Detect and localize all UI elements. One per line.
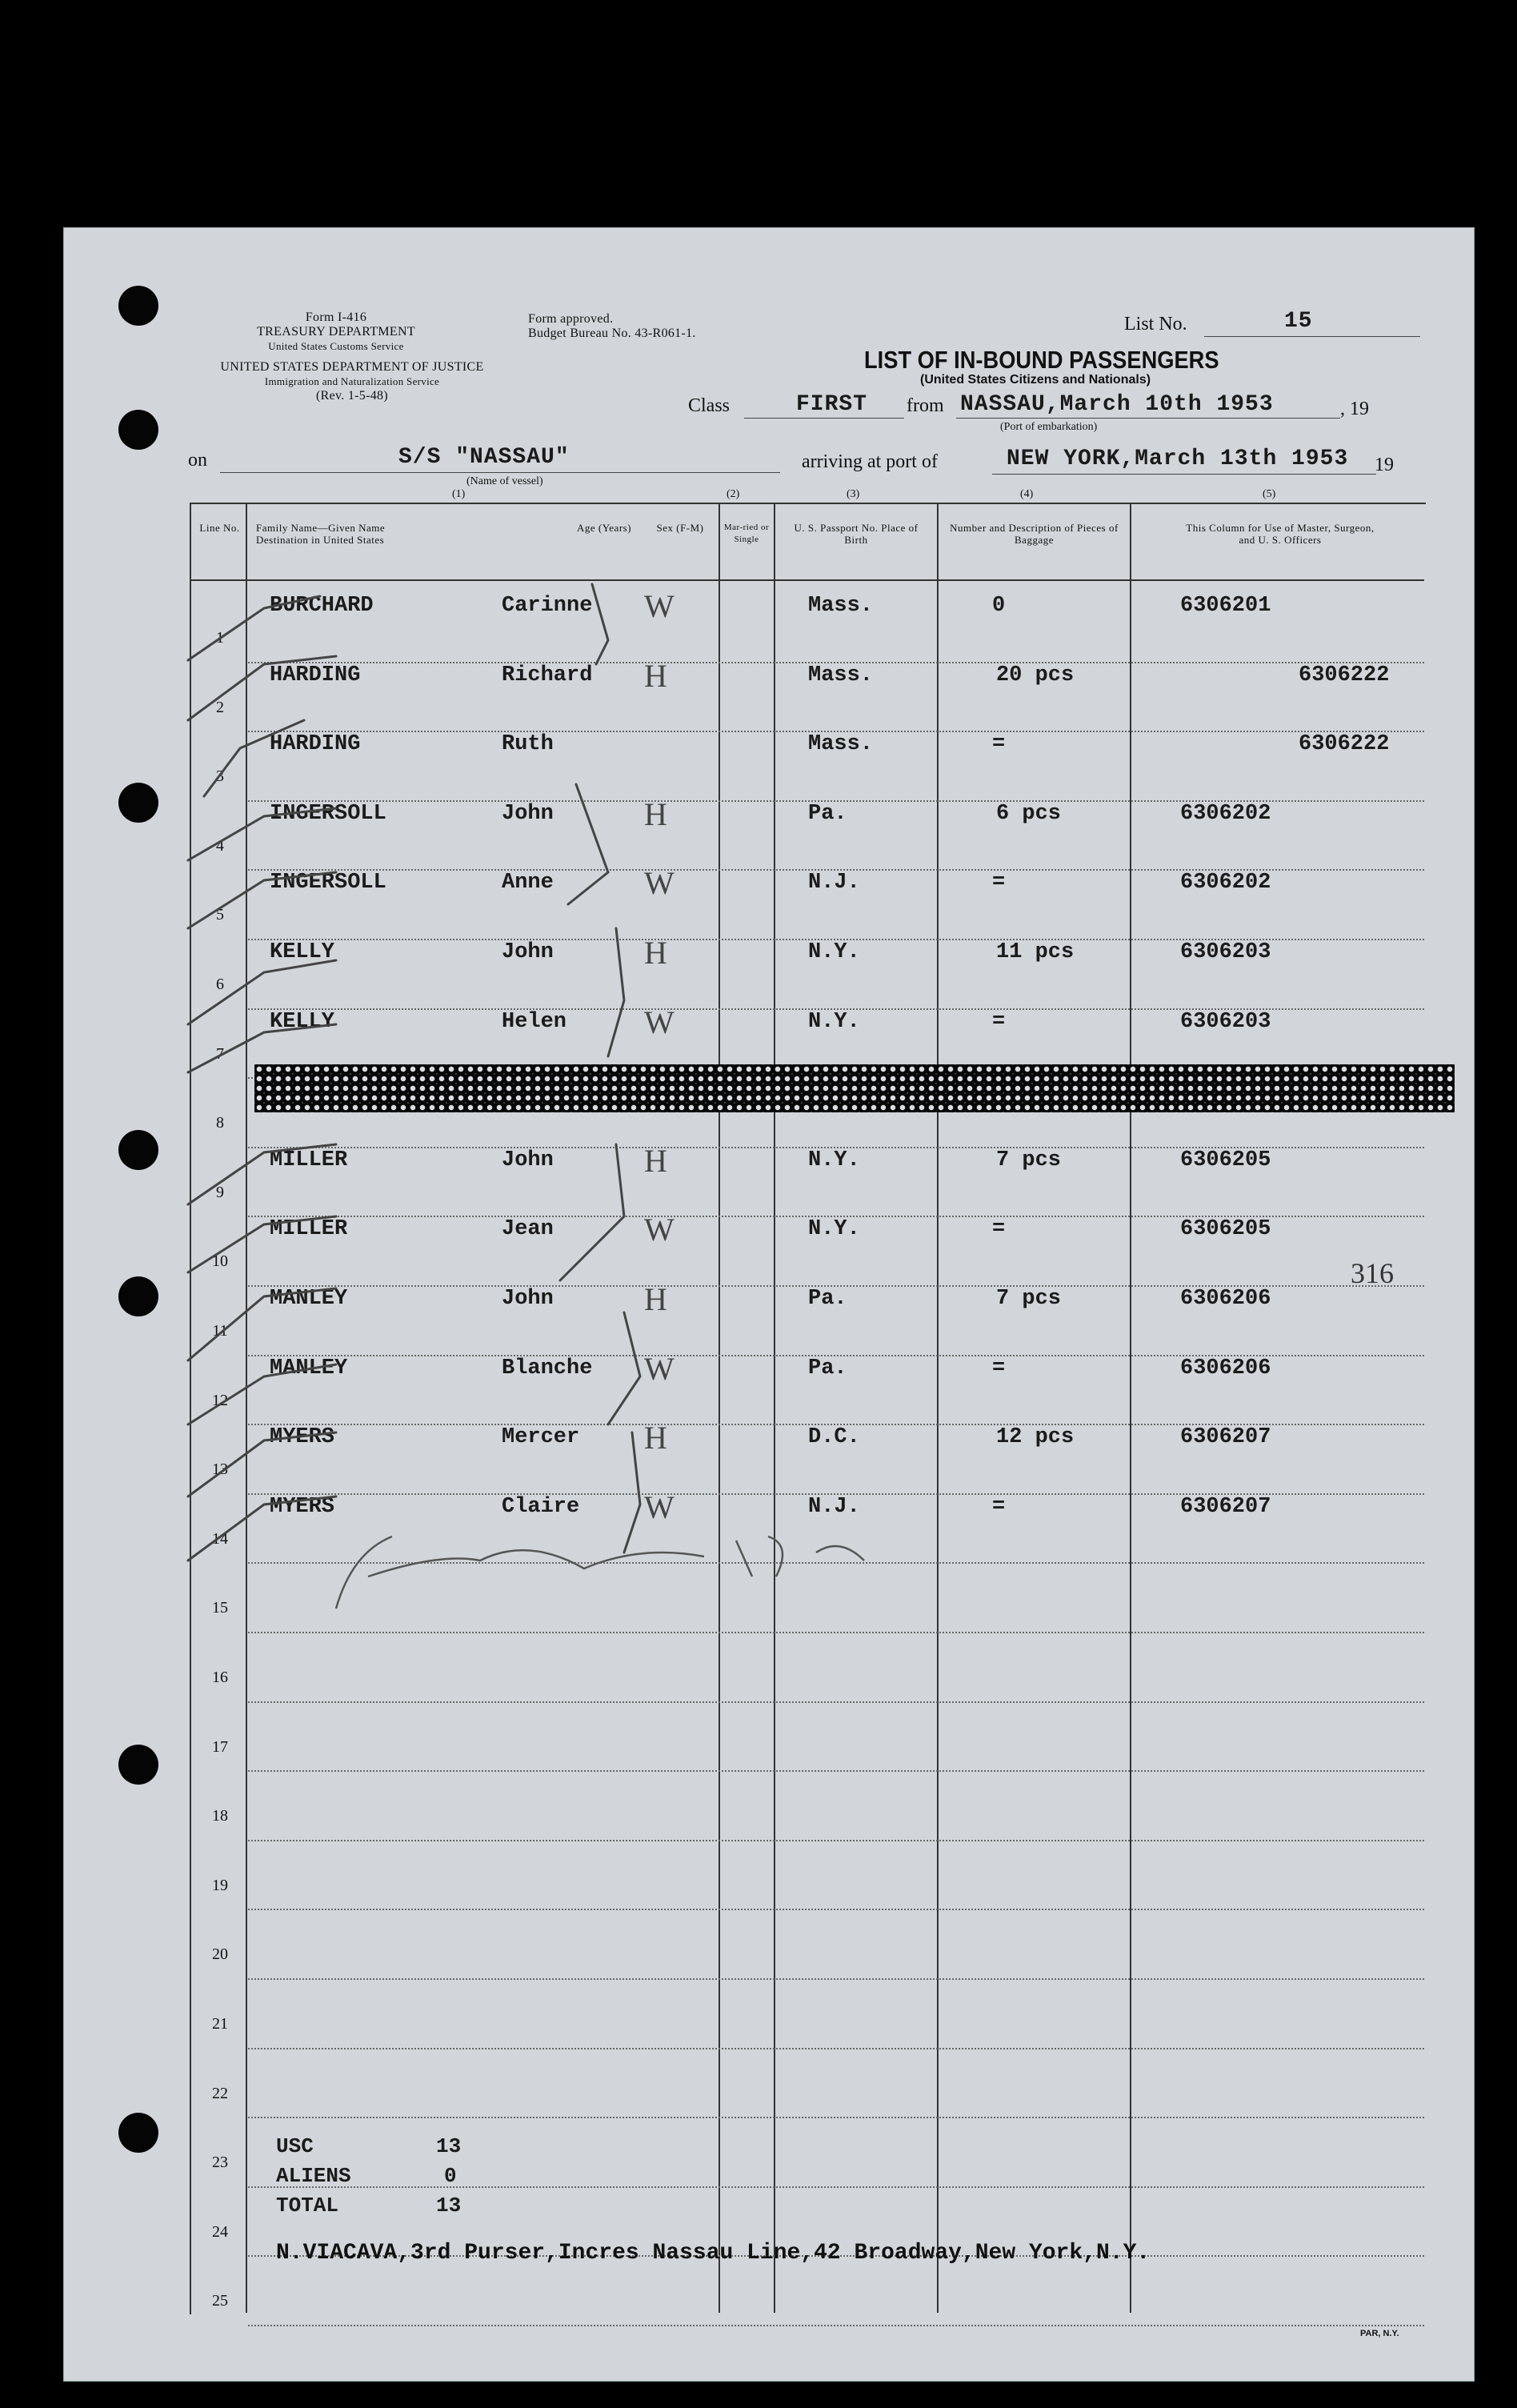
sex-mark: W — [644, 1212, 674, 1248]
col-num-3: (3) — [847, 488, 860, 500]
from-underline — [956, 418, 1340, 419]
form-number: Form I-416 — [305, 311, 367, 324]
vessel-name: S/S "NASSAU" — [398, 445, 570, 470]
baggage: = — [992, 1009, 1006, 1034]
given-name: Mercer — [502, 1425, 580, 1450]
col-header-sex: Sex (F-M) — [656, 522, 704, 534]
sex-mark: W — [644, 588, 674, 624]
sex-mark: H — [644, 795, 667, 832]
sex-mark: W — [644, 1350, 674, 1387]
officer-number: 6306205 — [1180, 1148, 1271, 1172]
col-divider — [246, 503, 247, 2313]
line-number: 20 — [212, 1945, 228, 1964]
sex-mark: H — [644, 1420, 667, 1456]
col-header-passport: U. S. Passport No. Place of Birth — [794, 522, 919, 546]
year-suffix: , 19 — [1340, 399, 1369, 419]
list-no-label: List No. — [1124, 314, 1187, 335]
form-title: LIST OF IN-BOUND PASSENGERS — [864, 346, 1219, 374]
given-name: John — [502, 801, 554, 826]
budget-bureau: Budget Bureau No. 43-R061-1. — [528, 327, 696, 340]
line-number: 24 — [212, 2222, 228, 2241]
given-name: Jean — [502, 1217, 554, 1242]
family-name: MILLER — [270, 1217, 348, 1242]
vessel-underline — [220, 472, 780, 473]
officer-number: 6306207 — [1180, 1494, 1271, 1519]
sex-mark: H — [644, 1142, 667, 1179]
line-number: 4 — [216, 836, 224, 855]
baggage: 6 pcs — [996, 801, 1062, 826]
place-of-birth: N.J. — [808, 1494, 860, 1519]
class-value: FIRST — [796, 392, 868, 417]
list-no-value: 15 — [1284, 309, 1313, 334]
arriving-label: arriving at port of — [802, 451, 938, 472]
officer-number: 6306206 — [1180, 1287, 1271, 1311]
officer-number: 6306202 — [1180, 871, 1271, 895]
arriving-underline — [992, 474, 1376, 475]
sex-mark: H — [644, 1281, 667, 1317]
vessel-name-label: (Name of vessel) — [466, 475, 543, 487]
line-number: 25 — [212, 2292, 228, 2310]
binder-hole — [118, 286, 158, 326]
col-divider — [1130, 503, 1131, 2313]
given-name: Anne — [502, 871, 554, 895]
col-divider — [937, 503, 939, 2313]
arriving-suffix: 19 — [1375, 455, 1394, 475]
family-name: HARDING — [270, 732, 361, 757]
sex-mark: W — [644, 865, 674, 902]
line-number: 2 — [216, 698, 224, 716]
officer-number: 6306203 — [1180, 1009, 1271, 1034]
line-number: 15 — [212, 1599, 228, 1617]
col-header-name — [256, 522, 496, 546]
line-number: 14 — [212, 1529, 228, 1548]
totals-usc-label: USC — [276, 2134, 314, 2158]
family-name: MILLER — [270, 1148, 348, 1172]
col-header-baggage: Number and Description of Pieces of Baggage — [950, 522, 1119, 546]
place-of-birth: Mass. — [808, 594, 874, 618]
binder-hole — [118, 1276, 158, 1316]
family-name: KELLY — [270, 940, 335, 964]
row-dotted-rule — [248, 2117, 1424, 2118]
arriving-value: NEW YORK,March 13th 1953 — [1007, 447, 1349, 471]
given-name: Carinne — [502, 594, 593, 618]
family-name: KELLY — [270, 1009, 335, 1034]
list-no-underline — [1204, 336, 1420, 337]
family-name: MANLEY — [270, 1287, 348, 1311]
class-underline — [744, 418, 904, 419]
row-dotted-rule — [248, 1840, 1424, 1841]
row-dotted-rule — [248, 1978, 1424, 1980]
given-name: Blanche — [502, 1356, 593, 1380]
totals-usc-value: 13 — [436, 2134, 462, 2158]
officer-number: 6306203 — [1180, 940, 1271, 964]
sex-mark: W — [644, 1004, 674, 1040]
row-dotted-rule — [248, 2048, 1424, 2049]
baggage: = — [992, 1494, 1006, 1519]
given-name: Claire — [502, 1494, 580, 1519]
totals-total-value: 13 — [436, 2194, 462, 2218]
given-name: John — [502, 1148, 554, 1172]
col-header-married: Mar-ried or Single — [723, 523, 770, 544]
officer-number: 6306222 — [1299, 732, 1390, 757]
redaction-band — [254, 1064, 1455, 1112]
form-approved-block — [528, 312, 760, 341]
customs-service: United States Customs Service — [268, 340, 404, 352]
row-dotted-rule — [248, 1701, 1424, 1703]
line-number: 23 — [212, 2154, 228, 2172]
line-number: 9 — [216, 1183, 224, 1201]
line-number: 1 — [216, 629, 224, 647]
row-dotted-rule — [248, 1770, 1424, 1772]
binder-hole — [118, 1745, 158, 1785]
place-of-birth: N.Y. — [808, 1148, 860, 1172]
place-of-birth: N.J. — [808, 871, 860, 895]
binder-hole — [118, 410, 158, 450]
place-of-birth: N.Y. — [808, 1009, 860, 1034]
baggage: = — [992, 1217, 1006, 1242]
line-number: 19 — [212, 1876, 228, 1894]
line-number: 3 — [216, 767, 224, 786]
col-num-5: (5) — [1263, 488, 1276, 500]
officer-number: 6306222 — [1299, 663, 1390, 687]
given-name: Richard — [502, 663, 593, 687]
col-header-age: Age (Years) — [576, 522, 632, 534]
baggage: 11 pcs — [996, 940, 1075, 964]
place-of-birth: Mass. — [808, 663, 874, 687]
place-of-birth: Pa. — [808, 1287, 847, 1311]
row-dotted-rule — [248, 1909, 1424, 1910]
line-number: 11 — [212, 1322, 228, 1340]
place-of-birth: Mass. — [808, 732, 874, 757]
from-value: NASSAU,March 10th 1953 — [960, 392, 1274, 417]
family-name: MANLEY — [270, 1356, 348, 1380]
col-num-2: (2) — [726, 488, 740, 500]
col-header-officers: This Column for Use of Master, Surgeon, and U. S. Officers — [1186, 522, 1375, 546]
row-dotted-rule — [248, 2325, 1424, 2326]
treasury-dept: TREASURY DEPARTMENT — [257, 325, 415, 339]
officer-number: 6306202 — [1180, 801, 1271, 826]
line-number: 5 — [216, 906, 224, 924]
justice-dept: UNITED STATES DEPARTMENT OF JUSTICE — [220, 360, 484, 374]
line-number: 16 — [212, 1669, 228, 1686]
line-number: 13 — [212, 1460, 228, 1479]
sex-mark: H — [644, 657, 667, 694]
officer-number: 6306205 — [1180, 1217, 1271, 1242]
family-name: INGERSOLL — [270, 871, 386, 895]
line-number: 12 — [212, 1391, 228, 1409]
baggage: = — [992, 1356, 1006, 1380]
given-name: Ruth — [502, 732, 554, 757]
family-name: BURCHARD — [270, 594, 374, 618]
col-divider — [774, 503, 775, 2313]
col-header-dest-label: Destination in United States — [256, 534, 385, 546]
rev-date: (Rev. 1-5-48) — [316, 389, 388, 403]
totals-total-label: TOTAL — [276, 2194, 339, 2218]
line-number: 10 — [212, 1252, 228, 1271]
col-divider — [718, 503, 720, 2313]
place-of-birth: D.C. — [808, 1425, 860, 1450]
line-number: 21 — [212, 2015, 228, 2033]
from-label: from — [907, 395, 944, 416]
family-name: MYERS — [270, 1425, 335, 1450]
ins-service: Immigration and Naturalization Service — [264, 375, 440, 387]
stamped-number: 316 — [1351, 1257, 1394, 1289]
baggage: = — [992, 732, 1006, 757]
line-number: 17 — [212, 1737, 228, 1756]
place-of-birth: N.Y. — [808, 940, 860, 964]
baggage: = — [992, 871, 1006, 895]
baggage: 0 — [992, 594, 1006, 618]
purser-line: N.VIACAVA,3rd Purser,Incres Nassau Line,42 Broadway,New York,N.Y. — [276, 2241, 1151, 2266]
line-number: 22 — [212, 2084, 228, 2102]
form-header-left — [232, 311, 440, 354]
family-name: INGERSOLL — [270, 801, 386, 826]
given-name: John — [502, 940, 554, 964]
line-number: 7 — [216, 1044, 224, 1063]
line-number: 18 — [212, 1807, 228, 1825]
officer-number: 6306207 — [1180, 1425, 1271, 1450]
on-label: on — [188, 450, 207, 471]
form-subtitle: (United States Citizens and Nationals) — [920, 373, 1151, 387]
officer-number: 6306201 — [1180, 594, 1271, 618]
port-embarkation-label: (Port of embarkation) — [1000, 421, 1098, 433]
binder-hole — [118, 1130, 158, 1170]
line-number: 8 — [216, 1114, 224, 1132]
signature-scribble — [320, 1521, 1152, 1625]
baggage: 7 pcs — [996, 1148, 1062, 1172]
line-number: 6 — [216, 976, 224, 993]
totals-aliens-label: ALIENS — [276, 2164, 351, 2188]
col-header-line: Line No. — [199, 522, 240, 534]
baggage: 12 pcs — [996, 1425, 1075, 1450]
baggage: 7 pcs — [996, 1287, 1062, 1311]
sex-mark: W — [644, 1488, 674, 1525]
place-of-birth: Pa. — [808, 801, 847, 826]
col-num-4: (4) — [1020, 488, 1034, 500]
form-approved: Form approved. — [528, 312, 614, 326]
binder-hole — [118, 783, 158, 823]
officer-number: 6306206 — [1180, 1356, 1271, 1380]
baggage: 20 pcs — [996, 663, 1075, 687]
passenger-table — [190, 503, 1426, 2314]
printer-mark: PAR, N.Y. — [1360, 2329, 1399, 2338]
header-bottom-rule — [190, 579, 1424, 581]
row-dotted-rule — [248, 2186, 1424, 2188]
inspector-signature — [320, 1521, 1152, 1629]
row-dotted-rule — [248, 1632, 1424, 1633]
totals-aliens-value: 0 — [444, 2164, 457, 2188]
col-num-1: (1) — [452, 488, 466, 500]
justice-block — [184, 360, 520, 403]
given-name: Helen — [502, 1009, 567, 1034]
sex-mark: H — [644, 935, 667, 971]
given-name: John — [502, 1287, 554, 1311]
place-of-birth: Pa. — [808, 1356, 847, 1380]
family-name: HARDING — [270, 663, 361, 687]
binder-hole — [118, 2113, 158, 2153]
family-name: MYERS — [270, 1494, 335, 1519]
place-of-birth: N.Y. — [808, 1217, 860, 1242]
col-header-name-label: Family Name—Given Name — [256, 522, 386, 534]
class-label: Class — [688, 395, 730, 416]
